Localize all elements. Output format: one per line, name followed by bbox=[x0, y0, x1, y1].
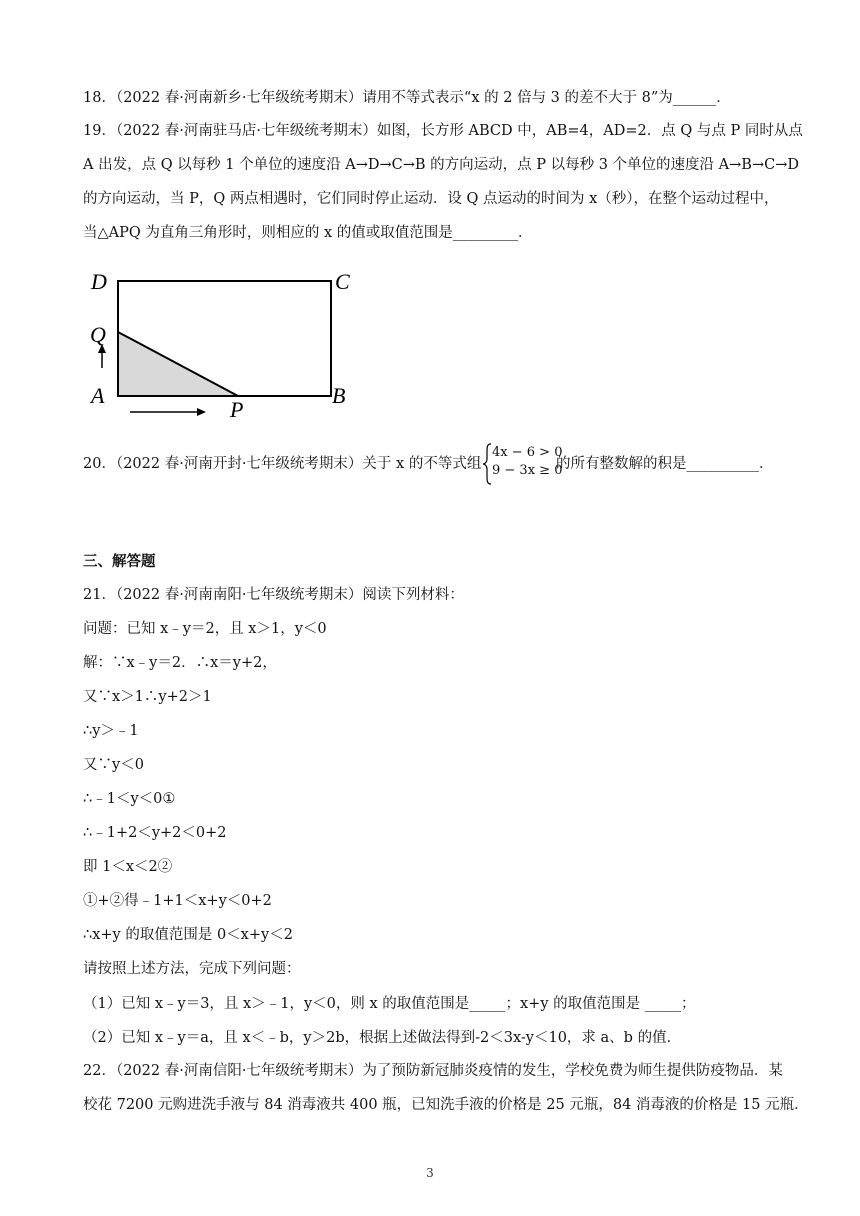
label-c: C bbox=[335, 269, 350, 294]
inequality-2: 9 − 3x ≥ 0 bbox=[492, 463, 563, 478]
question-18: 18．（2022 春·河南新乡·七年级统考期末）请用不等式表示“x 的 2 倍与 3 的差不大于 8”为______． bbox=[83, 90, 731, 106]
q21-line-14: （2）已知 x﹣y＝a，且 x＜﹣b，y＞2b，根据上述做法得到-2＜3x-y＜10，求 a、b 的值． bbox=[83, 1030, 682, 1046]
label-d: D bbox=[91, 269, 107, 294]
label-b: B bbox=[332, 383, 346, 408]
rectangle-figure bbox=[85, 262, 375, 422]
q21-line-4: 又∵x＞1∴y+2＞1 bbox=[83, 689, 212, 705]
q21-line-12: 请按照上述方法，完成下列问题： bbox=[83, 961, 301, 977]
q22-line-1: 22．（2022 春·河南信阳·七年级统考期末）为了预防新冠肺炎疫情的发生，学校免费为师生提供防疫物品．某 bbox=[83, 1063, 783, 1079]
q21-line-6: 又∵y＜0 bbox=[83, 757, 144, 773]
q21-line-13: （1）已知 x﹣y＝3，且 x＞﹣1，y＜0，则 x 的取值范围是_____；x+y 的取值范围是 _____； bbox=[83, 996, 696, 1012]
question-19-line-4: 当△APQ 为直角三角形时，则相应的 x 的值或取值范围是_________． bbox=[83, 225, 533, 241]
label-q: Q bbox=[90, 322, 106, 347]
q21-line-5: ∴y＞﹣1 bbox=[83, 723, 139, 739]
inequality-system bbox=[492, 444, 562, 480]
q21-line-1: 21．（2022 春·河南南阳·七年级统考期末）阅读下列材料： bbox=[83, 587, 464, 603]
shaded-triangle-apq bbox=[118, 332, 238, 396]
q21-line-7: ∴﹣1＜y＜0① bbox=[83, 791, 176, 807]
inequality-1: 4x − 6 > 0 bbox=[492, 445, 563, 460]
section-heading-3: 三、解答题 bbox=[83, 554, 156, 570]
question-20-before: 20．（2022 春·河南开封·七年级统考期末）关于 x 的不等式组 bbox=[83, 456, 482, 472]
arrow-right-head bbox=[197, 408, 206, 416]
q21-line-2: 问题：已知 x﹣y＝2，且 x＞1，y＜0 bbox=[83, 621, 327, 637]
brace-icon bbox=[482, 443, 492, 485]
q22-line-2: 校花 7200 元购进洗手液与 84 消毒液共 400 瓶，已知洗手液的价格是 25 元瓶，84 消毒液的价格是 15 元瓶． bbox=[83, 1097, 809, 1113]
q21-line-8: ∴﹣1+2＜y+2＜0+2 bbox=[83, 825, 227, 841]
q21-line-10: ①+②得﹣1+1＜x+y＜0+2 bbox=[83, 893, 272, 909]
question-20-after: 的所有整数解的积是__________． bbox=[556, 456, 774, 472]
question-19-line-2: A 出发，点 Q 以每秒 1 个单位的速度沿 A→D→C→B 的方向运动，点 P 以每秒 3 个单位的速度沿 A→B→C→D bbox=[83, 157, 799, 173]
question-19-line-1: 19．（2022 春·河南驻马店·七年级统考期末）如图，长方形 ABCD 中，AB=4，AD=2．点 Q 与点 P 同时从点 bbox=[83, 123, 803, 139]
q21-line-9: 即 1＜x＜2② bbox=[83, 859, 173, 875]
label-a: A bbox=[91, 383, 105, 408]
q21-line-3: 解：∵x﹣y＝2．∴x＝y+2， bbox=[83, 655, 277, 671]
question-19-line-3: 的方向运动，当 P，Q 两点相遇时，它们同时停止运动．设 Q 点运动的时间为 x（秒），在整个运动过程中， bbox=[83, 191, 779, 207]
label-p: P bbox=[230, 397, 244, 422]
page-number: 3 bbox=[426, 1166, 434, 1180]
q21-line-11: ∴x+y 的取值范围是 0＜x+y＜2 bbox=[83, 927, 293, 943]
